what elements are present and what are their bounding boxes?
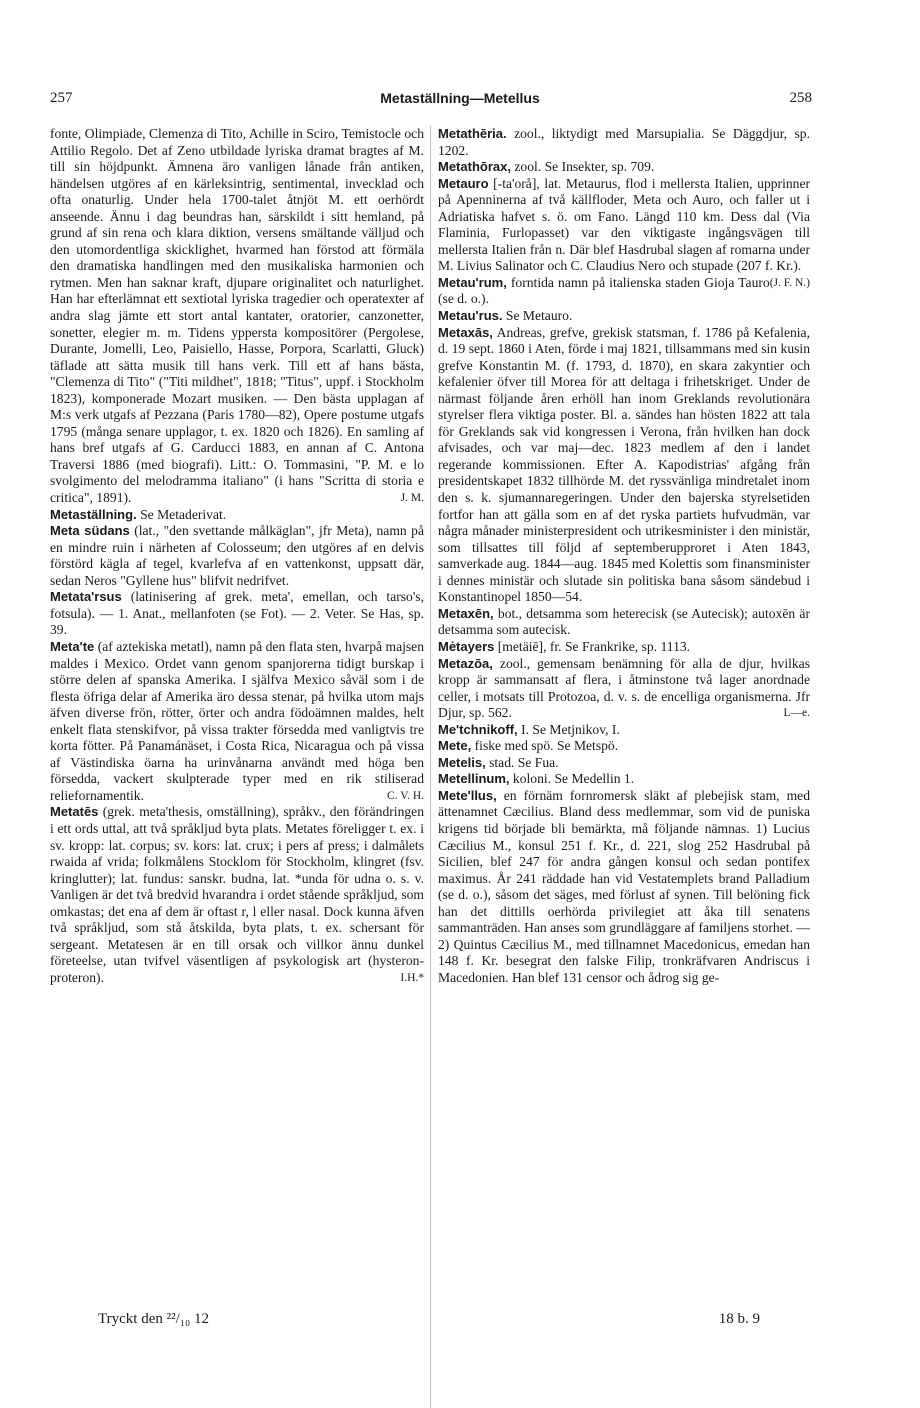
dictionary-entry (50, 507, 424, 524)
entry-text: [metäiē], fr. Se Frankrike, sp. 1113. (497, 638, 691, 654)
dictionary-entry (438, 738, 810, 755)
print-date: Tryckt den ²²/₁₀ 12 (98, 1311, 209, 1327)
dictionary-entry (438, 722, 810, 739)
dictionary-entry (438, 788, 810, 987)
entry-headword: Meta südans (50, 523, 130, 539)
entry-text: (grek. meta'thesis, omställning), språkv., den förändringen i ett ords uttal, att två språkljud byta plats. Metates föreligger t. ex. i sv. kropp: lat. corpus; sv. kors: lat. crux; i pers af press; i dalmålets rwaida af vrida; folkmålens Stocklom för Stockholm, klingret (fsv. kringlutter); lat. fundus: sanskr. budna, lat. *unda för udna o. s. v. Vanligen är det två bredvid hvarandra i ordet stående språkljud, som omkastas; det ena af dem är oftast r, l eller nasal. Dock kunna äfven två språkljud, som stå åtskilda, byta plats, t. ex. schersant för sergeant. Metatesen är en till orsak och villkor ännu dunkel företeelse, utan tvifvel väsentligen af psykologisk art (hysteron-proteron). (50, 804, 424, 985)
entry-headword: Metau'rus. (438, 308, 503, 324)
entry-headword: Metau'rum, (438, 274, 507, 290)
entry-headword: Metazōa, (438, 655, 493, 671)
author-signature: C. V. H. (387, 789, 424, 802)
entry-text: Se Metauro. (505, 308, 573, 324)
entry-headword: Metaställning. (50, 506, 137, 522)
dictionary-entry (50, 639, 424, 804)
entry-headword: Metelis, (438, 754, 486, 770)
page-footer (0, 1311, 920, 1333)
dictionary-entry (50, 126, 424, 507)
entry-text: zool. Se Insekter, sp. 709. (514, 159, 655, 175)
column-divider (430, 126, 431, 1408)
author-signature: I.H.* (400, 971, 424, 984)
signature-mark: 18 b. 9 (718, 1311, 760, 1327)
dictionary-entry (50, 804, 424, 986)
entry-text: zool., gemensam benämning för alla de djur, hvilkas kropp är sammansatt af flera, i åtminstone två lager anordnade celler, i motsats till Protozoa, d. v. s. de encelliga organismerna. Jfr Djur, sp. 562. (438, 655, 810, 721)
dictionary-entry (438, 771, 810, 788)
running-title: Metaställning—Metellus (380, 90, 540, 106)
dictionary-entry (50, 589, 424, 639)
entry-headword: Mete, (438, 738, 472, 754)
dictionary-entry (438, 308, 810, 325)
page-number-left: 257 (50, 90, 73, 106)
entry-text: fonte, Olimpiade, Clemenza di Tito, Achille in Sciro, Temistocle och Attilio Regolo. Det af Zeno utbildade lyriska dramat bragtes af M. till sin höjdpunkt. Ämnena äro vanligen lånade från antiken, händelsen utgöres af en kärleksintrig, sentimental, invecklad och ofta onaturlig. Under hela 1700-talet åtnjöt M. ett oerhördt anseende. Ännu i dag beundras han, särskildt i sitt hemland, på grund af sin rena och klara diktion, versens smältande välljud och den utomordentliga skicklighet, hvarmed han förstod att förmäla den dramatiska handlingen med den musikaliska harmonien och rytmen. Men han saknar kraft, djupare originalitet och naturlighet. Han har efterlämnat ett sextiotal lyriska tragedier och operatexter af andra slag jämte ett stort antal kantater, oratorier, canzonetter, sonetter, elegier m. m. Tidens yppersta kompositörer (Pergolese, Durante, Jomelli, Leo, Paisiello, Hasse, Porpora, Scarlatti, Gluck) täflade att sätta musik till hans verk. Till ett af hans bästa, "Clemenza di Tito" ("Titi mildhet", 1818; "Titus", uppf. i Stockholm 1823), komponerade Mozart musiken. — Den bästa upplagan af M:s verk utgafs af Pezzana (Paris 1780—82), Opere postume utgafs 1795 (många senare upplagor, t. ex. 1820 och 1826). En samling af hans bref utgafs af G. Carducci 1883, en annan af C. Antona Traversi 1886 (med biografi). Litt.: O. Tommasini, "P. M. e lo svolgimento del melodramma italiano" (i hans "Scritta di storia e critica", 1891). (50, 126, 424, 506)
entry-headword: Metatēs (50, 804, 99, 820)
entry-headword: Metaxēn, (438, 605, 494, 621)
entry-headword: Me'tchnikoff, (438, 721, 518, 737)
right-column (438, 126, 810, 986)
page-header (0, 90, 920, 114)
dictionary-entry (438, 325, 810, 606)
entry-text: forntida namn på italienska staden Gioja Tauro (se d. o.). (438, 274, 770, 307)
entry-text: (af aztekiska metatl), namn på den flata sten, hvarpå majsen maldes i Mexico. Ordet vann genom spanjorerna tidigt burskap i större delen af spanska Amerika. I själfva Mexico såväl som i de flesta öfriga delar af Amerika äro dessa stenar, på hvilka utom majs äfven diverse frön, rötter, örter och andra födoämnen maldes, helt enkelt flata stenskifvor, på vissa trakter försedda med vanligtvis tre korta fötter. På Panamánäset, i Costa Rica, Nicaragua och på vissa af Västindiska öarna ha urinvånarna användt med höga ben försedda, vackert skulpterade typer med en rik stiliserad reliefornamentik. (50, 638, 425, 803)
dictionary-entry (438, 606, 810, 639)
entry-text: (latinisering af grek. meta', emellan, och tarso's, fotsula). — 1. Anat., mellanfoten (se Fot). — 2. Veter. Se Has, sp. 39. (50, 589, 424, 638)
entry-headword: Metauro (438, 175, 489, 191)
author-signature: (J. F. N.) (769, 276, 810, 289)
entry-headword: Mėtayers (438, 638, 495, 654)
entry-headword: Metathēria. (438, 126, 507, 141)
dictionary-entry (438, 656, 810, 722)
entry-headword: Metellinum, (438, 771, 510, 787)
dictionary-entry (50, 523, 424, 589)
author-signature: L—e. (783, 707, 810, 720)
entry-headword: Metaxās, (438, 324, 493, 340)
entry-text: Andreas, grefve, grekisk statsman, f. 1786 på Kefalenia, d. 19 sept. 1860 i Aten, förde i maj 1821, tillsammans med sin kusin grefve Konstantin M. (f. 1793, d. 1870), en skara zakyntier och kefalenier öfver till Morea för att deltaga i frihetskriget. Under de närmast följande åren erhöll han inom Greklands revolutionära styrelser flera viktiga poster. Bl. a. sändes han hösten 1822 att tala för Greklands sak vid kongressen i Verona, från hvilken han dock afvisades, och var maj—dec. 1823 medlem af den i landet regerande kommissionen. Efter A. Kapodistrias' afgång från presidentskapet 1832 tillhörde M. det ryssvänliga mindretalet inom den s. k. sjumannaregeringen. Under den bajerska styrelsetiden fortfor han att gälla som en af det ryska partiets hufvudmän, var några månader ministerpresident och utrikesminister i den ministär, som tillsattes till följd af septemberupproret i Aten 1843, samverkade aug. 1844—aug. 1845 med Kolettis som finansminister i dennes ministär och slutade sin politiska bana såsom sändebud i Konstantinopel 1850—54. (438, 324, 810, 605)
left-column (50, 126, 424, 986)
entry-headword: Metata'rsus (50, 589, 122, 605)
entry-headword: Mete'llus, (438, 787, 497, 803)
dictionary-entry (438, 159, 810, 176)
dictionary-entry (438, 639, 810, 656)
entry-text: stad. Se Fua. (489, 754, 559, 770)
entry-text: I. Se Metjnikov, I. (521, 721, 620, 737)
dictionary-entry (438, 126, 810, 159)
entry-text: Se Metaderivat. (140, 506, 227, 522)
entry-text: [-ta'orå], lat. Metaurus, flod i mellersta Italien, upprinner på Apenninerna af två källfloder, Meta och Auro, och faller ut i Adriatiska hafvet s. ö. om Fano. Längd 110 km. Dess dal (Via Flaminia, Furlopasset) var den viktigaste ingångsvägen till mellersta Italien från n. Där blef Hasdrubal slagen af romarna under M. Livius Salinator och C. Claudius Nero och stupade (207 f. Kr.). (438, 175, 811, 274)
dictionary-entry (438, 755, 810, 772)
entry-text: fiske med spö. Se Metspö. (474, 738, 619, 754)
entry-text: (lat., "den svettande målkäglan", jfr Meta), namn på en mindre ruin i närheten af Colosseum; den utgöres af en delvis förstörd kägla af tegel, kvarlefva af en vattenkonst, uppsatt där, sedan Neros "Gyllene hus" blifvit nedrifvet. (50, 523, 424, 588)
entry-text: en förnäm fornromersk släkt af plebejisk stam, med ättenamnet Cæcilius. Bland dess medlemmar, som vid de puniska krigens tid började bli bemärkta, må följande nämnas. 1) Lucius Cæcilius M., konsul 251 f. Kr., d. 221, slog 252 Hasdrubal på Sicilien, blef 247 för andra gången konsul och sedan pontifex maximus. År 241 räddade han vid Vestatemplets brand Palladium (se d. o.), såsom det säges, med förlust af synen. Till belöning fick han det dittills oerhörda privilegiet att åka till senatens sammanträden. Han anses som grundläggare af familjens storhet. — 2) Quintus Cæcilius M., med tillnamnet Macedonicus, emedan han 148 f. Kr. besegrat den falske Filip, tronkräfvaren Andriscus i Macedonien. Han blef 131 censor och ådrog sig ge- (438, 787, 810, 985)
page-number-right: 258 (789, 90, 812, 106)
entry-headword: Meta'te (50, 638, 95, 654)
entry-headword: Metathōrax, (438, 159, 511, 175)
dictionary-entry (438, 275, 810, 308)
entry-text: koloni. Se Medellin 1. (512, 771, 635, 787)
entry-text: bot., detsamma som heterecisk (se Autecisk); autoxēn är detsamma som autecisk. (438, 605, 810, 638)
entry-text: zool., liktydigt med Marsupialia. Se Däggdjur, sp. 1202. (438, 126, 811, 158)
author-signature: J. M. (400, 492, 424, 505)
